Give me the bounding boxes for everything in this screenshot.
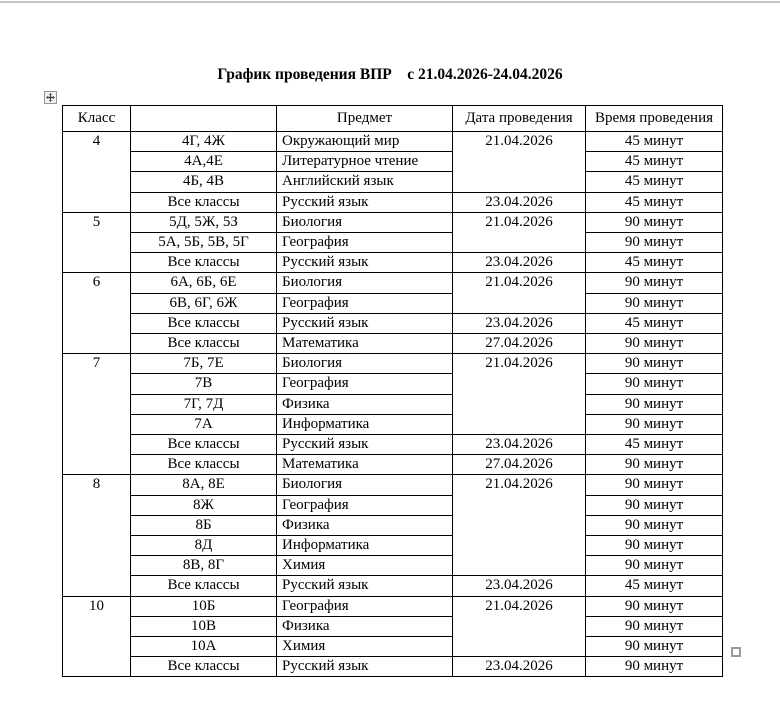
table-row (63, 536, 723, 556)
table-row (63, 576, 723, 596)
classes-cell: 10А (131, 637, 277, 657)
subject-cell: Биология (277, 354, 453, 374)
table-row (63, 192, 723, 212)
table-row (63, 556, 723, 576)
column-header-subject: Предмет (277, 106, 453, 132)
time-cell: 90 минут (586, 515, 723, 535)
column-header-spacer (131, 106, 277, 132)
grade-cell: 6 (63, 273, 131, 354)
table-row (63, 132, 723, 152)
classes-cell: 8Б (131, 515, 277, 535)
table-header-row (63, 106, 723, 132)
time-cell: 90 минут (586, 596, 723, 616)
table-row (63, 414, 723, 434)
time-cell: 90 минут (586, 556, 723, 576)
subject-cell: Русский язык (277, 576, 453, 596)
time-cell: 45 минут (586, 152, 723, 172)
classes-cell: 4А,4Е (131, 152, 277, 172)
time-cell: 90 минут (586, 334, 723, 354)
table-resize-handle[interactable] (731, 647, 741, 657)
subject-cell: Окружающий мир (277, 132, 453, 152)
time-cell: 90 минут (586, 374, 723, 394)
column-header-date: Дата проведения (453, 106, 586, 132)
subject-cell: География (277, 293, 453, 313)
date-cell: 21.04.2026 (453, 354, 586, 435)
table-move-handle[interactable] (44, 91, 57, 104)
date-cell: 21.04.2026 (453, 212, 586, 252)
subject-cell: География (277, 596, 453, 616)
classes-cell: 5Д, 5Ж, 5З (131, 212, 277, 232)
grade-cell: 8 (63, 475, 131, 596)
classes-cell: Все классы (131, 334, 277, 354)
table-row (63, 515, 723, 535)
subject-cell: Физика (277, 394, 453, 414)
subject-cell: Информатика (277, 536, 453, 556)
time-cell: 90 минут (586, 212, 723, 232)
classes-cell: Все классы (131, 192, 277, 212)
date-cell: 23.04.2026 (453, 313, 586, 333)
classes-cell: 10Б (131, 596, 277, 616)
page-title: График проведения ВПР с 21.04.2026-24.04.2026 (217, 66, 563, 83)
table-row (63, 616, 723, 636)
table-row (63, 475, 723, 495)
table-row (63, 657, 723, 677)
classes-cell: 5А, 5Б, 5В, 5Г (131, 233, 277, 253)
subject-cell: География (277, 495, 453, 515)
time-cell: 45 минут (586, 576, 723, 596)
table-row (63, 435, 723, 455)
classes-cell: 4Б, 4В (131, 172, 277, 192)
time-cell: 90 минут (586, 495, 723, 515)
classes-cell: 7Б, 7Е (131, 354, 277, 374)
classes-cell: Все классы (131, 657, 277, 677)
table-row (63, 253, 723, 273)
table-row (63, 354, 723, 374)
time-cell: 45 минут (586, 313, 723, 333)
subject-cell: Русский язык (277, 435, 453, 455)
grade-cell: 4 (63, 132, 131, 213)
subject-cell: Биология (277, 475, 453, 495)
table-row (63, 495, 723, 515)
subject-cell: Биология (277, 273, 453, 293)
time-cell: 90 минут (586, 657, 723, 677)
subject-cell: Физика (277, 515, 453, 535)
date-cell: 27.04.2026 (453, 334, 586, 354)
date-cell: 23.04.2026 (453, 435, 586, 455)
time-cell: 45 минут (586, 435, 723, 455)
classes-cell: 7Г, 7Д (131, 394, 277, 414)
classes-cell: 4Г, 4Ж (131, 132, 277, 152)
time-cell: 90 минут (586, 414, 723, 434)
column-header-class: Класс (63, 106, 131, 132)
subject-cell: Английский язык (277, 172, 453, 192)
table-row (63, 152, 723, 172)
subject-cell: Русский язык (277, 657, 453, 677)
classes-cell: 8Д (131, 536, 277, 556)
date-cell: 21.04.2026 (453, 596, 586, 657)
subject-cell: Химия (277, 556, 453, 576)
subject-cell: Математика (277, 334, 453, 354)
classes-cell: 6В, 6Г, 6Ж (131, 293, 277, 313)
classes-cell: 10В (131, 616, 277, 636)
table-row (63, 334, 723, 354)
time-cell: 90 минут (586, 394, 723, 414)
grade-cell: 7 (63, 354, 131, 475)
table-row (63, 596, 723, 616)
move-arrows-icon (46, 93, 55, 102)
subject-cell: Литературное чтение (277, 152, 453, 172)
table-row (63, 212, 723, 232)
subject-cell: Русский язык (277, 253, 453, 273)
classes-cell: Все классы (131, 435, 277, 455)
classes-cell: 7А (131, 414, 277, 434)
date-cell: 21.04.2026 (453, 273, 586, 313)
time-cell: 90 минут (586, 616, 723, 636)
table-row (63, 293, 723, 313)
subject-cell: Математика (277, 455, 453, 475)
date-cell: 23.04.2026 (453, 657, 586, 677)
subject-cell: Русский язык (277, 192, 453, 212)
page-edge-divider (0, 1, 780, 3)
table-row (63, 233, 723, 253)
date-cell: 23.04.2026 (453, 576, 586, 596)
subject-cell: Физика (277, 616, 453, 636)
subject-cell: География (277, 374, 453, 394)
column-header-time: Время проведения (586, 106, 723, 132)
table-row (63, 273, 723, 293)
table-row (63, 172, 723, 192)
date-cell: 21.04.2026 (453, 132, 586, 193)
table-row (63, 455, 723, 475)
time-cell: 45 минут (586, 132, 723, 152)
grade-cell: 10 (63, 596, 131, 677)
subject-cell: Биология (277, 212, 453, 232)
classes-cell: Все классы (131, 253, 277, 273)
date-cell: 21.04.2026 (453, 475, 586, 576)
date-cell: 23.04.2026 (453, 192, 586, 212)
table-row (63, 394, 723, 414)
classes-cell: 7В (131, 374, 277, 394)
time-cell: 45 минут (586, 192, 723, 212)
subject-cell: Химия (277, 637, 453, 657)
classes-cell: Все классы (131, 455, 277, 475)
classes-cell: 8В, 8Г (131, 556, 277, 576)
date-cell: 23.04.2026 (453, 253, 586, 273)
time-cell: 90 минут (586, 354, 723, 374)
time-cell: 90 минут (586, 475, 723, 495)
time-cell: 90 минут (586, 455, 723, 475)
subject-cell: Русский язык (277, 313, 453, 333)
classes-cell: Все классы (131, 576, 277, 596)
grade-cell: 5 (63, 212, 131, 273)
classes-cell: 6А, 6Б, 6Е (131, 273, 277, 293)
table-row (63, 637, 723, 657)
classes-cell: 8Ж (131, 495, 277, 515)
time-cell: 90 минут (586, 273, 723, 293)
table-row (63, 374, 723, 394)
time-cell: 45 минут (586, 172, 723, 192)
vpr-schedule-table (62, 105, 723, 677)
subject-cell: Информатика (277, 414, 453, 434)
classes-cell: 8А, 8Е (131, 475, 277, 495)
time-cell: 90 минут (586, 637, 723, 657)
subject-cell: География (277, 233, 453, 253)
table-row (63, 313, 723, 333)
time-cell: 90 минут (586, 233, 723, 253)
time-cell: 90 минут (586, 293, 723, 313)
classes-cell: Все классы (131, 313, 277, 333)
time-cell: 90 минут (586, 536, 723, 556)
time-cell: 45 минут (586, 253, 723, 273)
date-cell: 27.04.2026 (453, 455, 586, 475)
